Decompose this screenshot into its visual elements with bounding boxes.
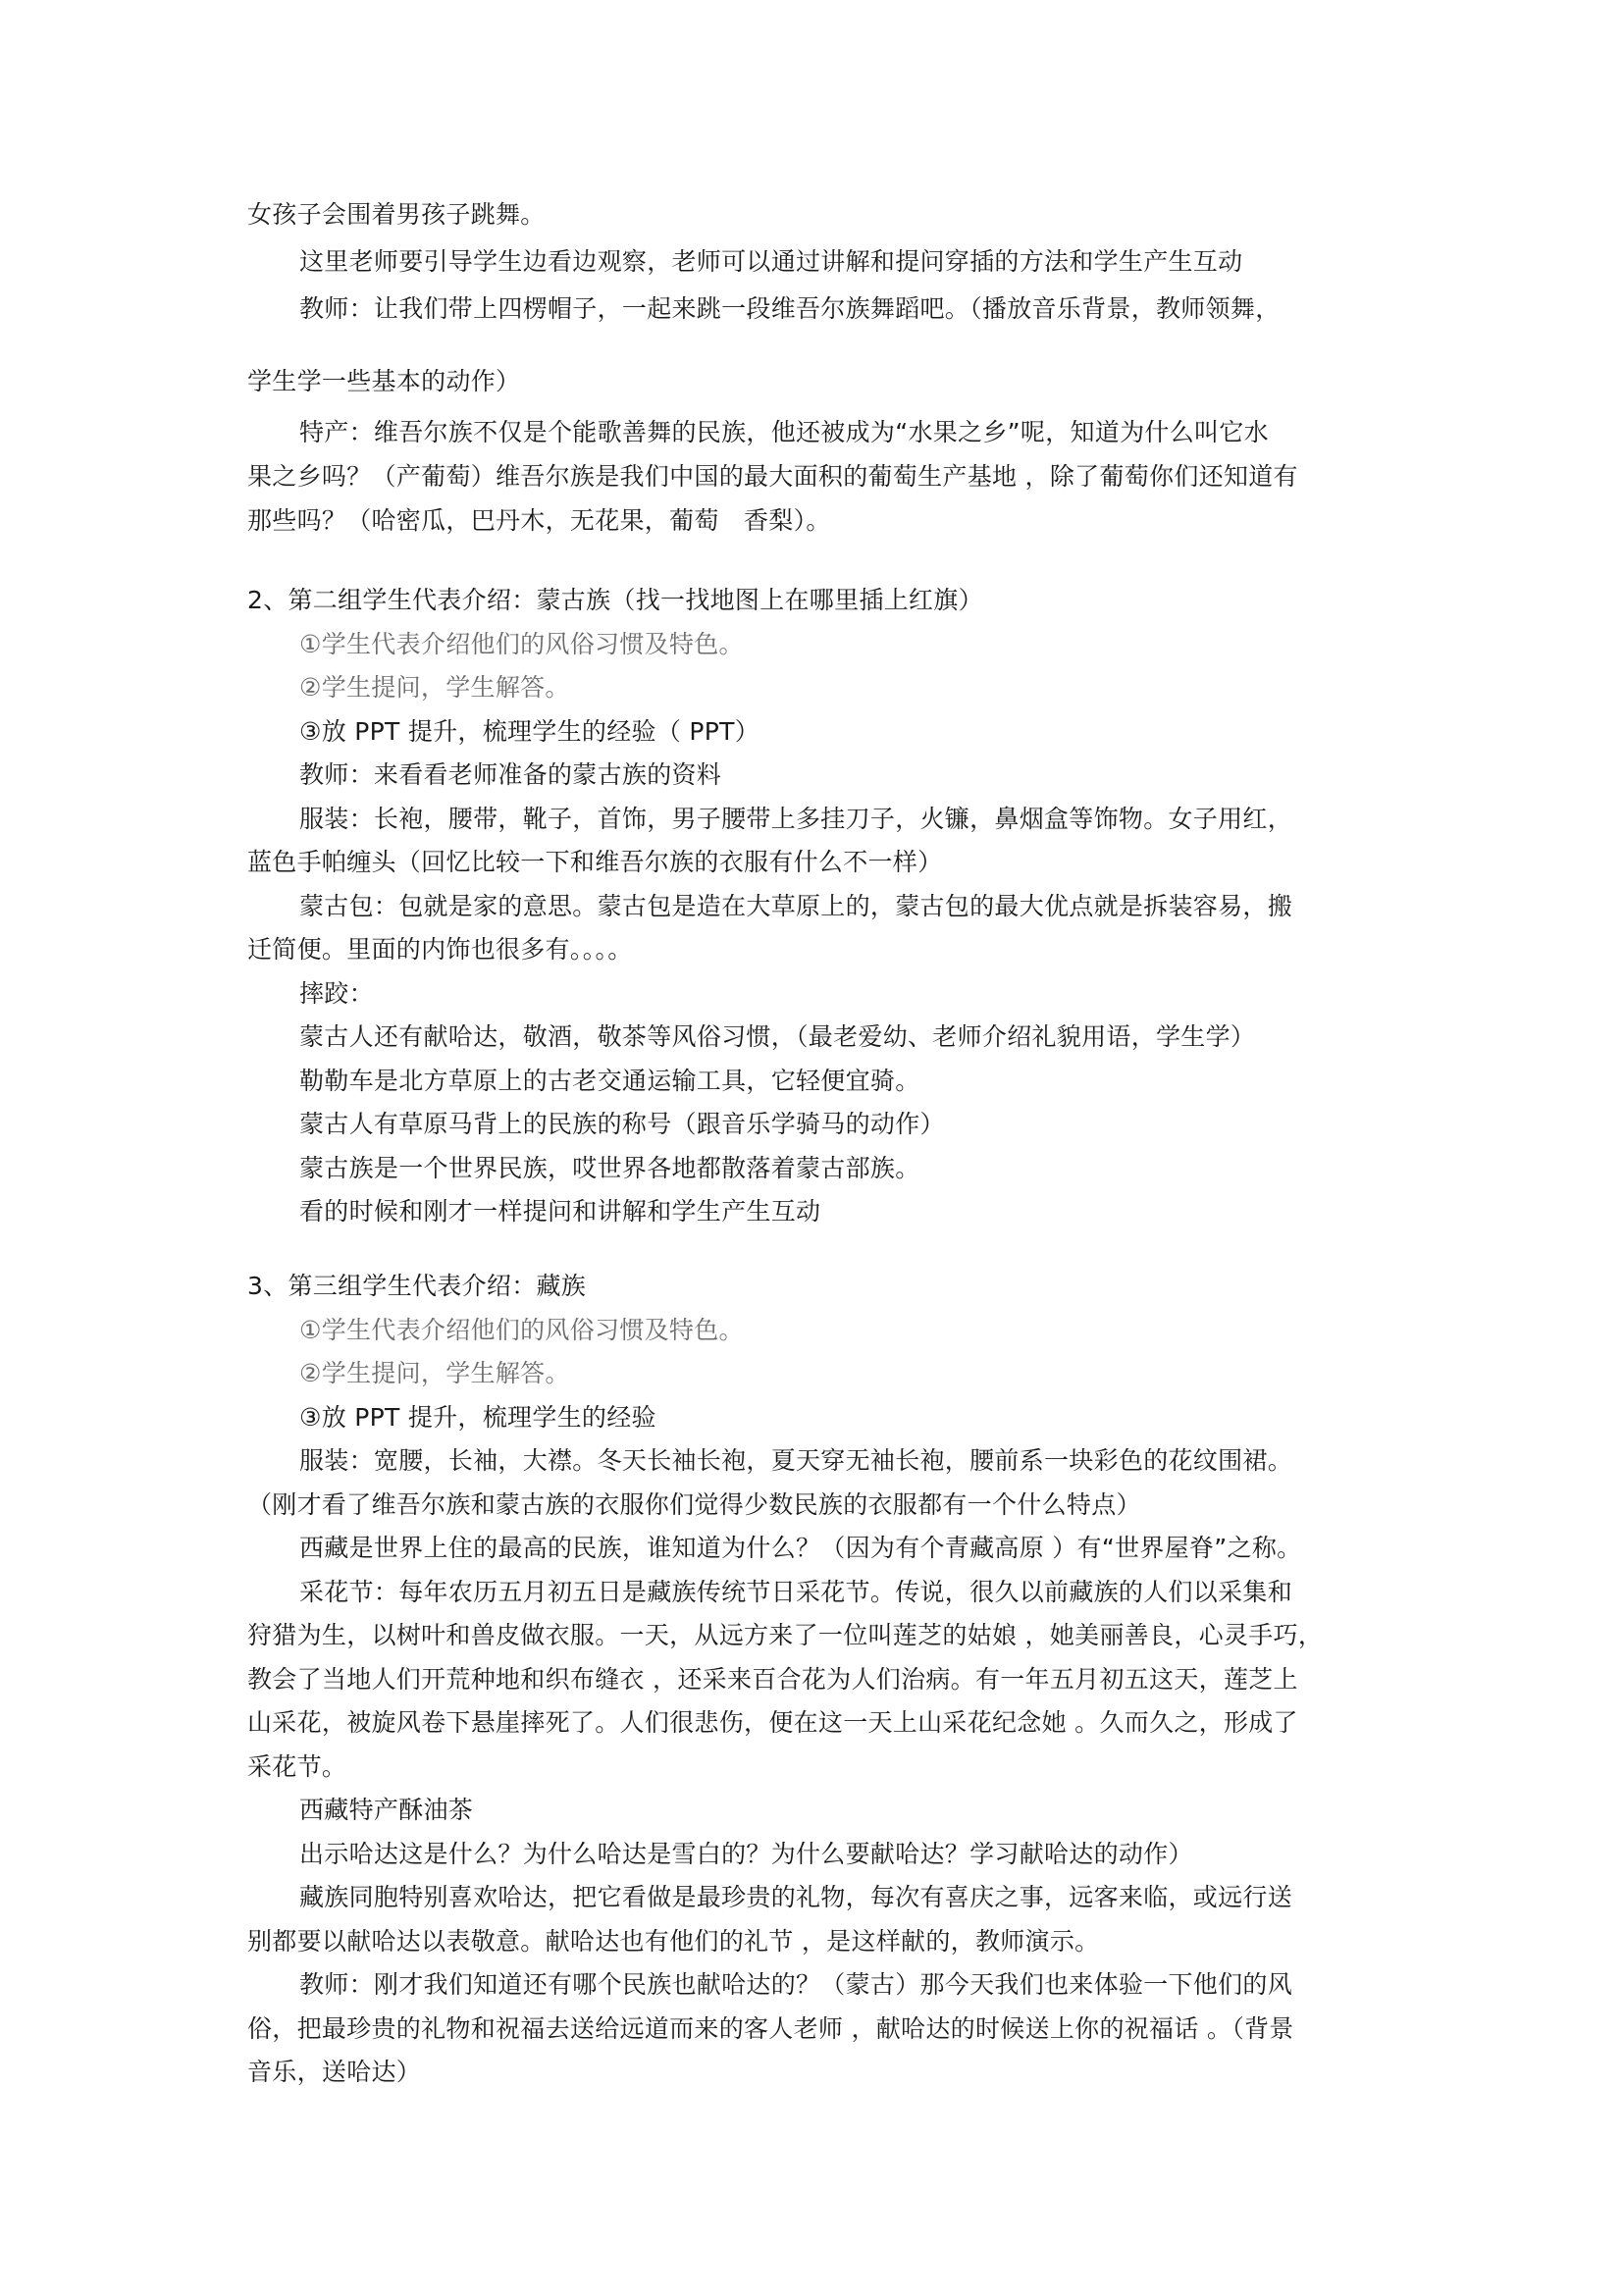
text-line: 俗，把最珍贵的礼物和祝福去送给远道而来的客人老师 ，献哈达的时候送上你的祝福话 。（背景 (247, 2014, 1294, 2043)
text-line: 采花节：每年农历五月初五日是藏族传统节日采花节。传说，很久以前藏族的人们以采集和 (299, 1578, 1293, 1606)
text-line: 勒勒车是北方草原上的古老交通运输工具，它轻便宜骑。 (299, 1067, 920, 1095)
text-line: 音乐，送哈达） (247, 2058, 422, 2086)
text-line: 学生学一些基本的动作） (247, 367, 521, 395)
list-item: ③放 PPT 提升，梳理学生的经验 (299, 1403, 656, 1432)
text-line: （刚才看了维吾尔族和蒙古族的衣服你们觉得少数民族的衣服都有一个什么特点） (247, 1490, 1141, 1519)
text-line: 西藏是世界上住的最高的民族，谁知道为什么？（因为有个青藏高原 ）有“世界屋脊”之称。 (299, 1534, 1302, 1562)
list-item: ②学生提问，学生解答。 (299, 673, 570, 702)
list-item: ①学生代表介绍他们的风俗习惯及特色。 (299, 630, 744, 658)
text-line: 蓝色手帕缠头（回忆比较一下和维吾尔族的衣服有什么不一样） (247, 848, 943, 876)
text-line: 蒙古包：包就是家的意思。蒙古包是造在大草原上的，蒙古包的最大优点就是拆装容易，搬 (299, 892, 1293, 920)
text-line: 果之乡吗？（产葡萄）维吾尔族是我们中国的最大面积的葡萄生产基地 ，除了葡萄你们还知道有 (247, 462, 1298, 491)
text-line: 教师：来看看老师准备的蒙古族的资料 (299, 760, 722, 789)
text-line: 那些吗？（哈密瓜，巴丹木，无花果，葡萄 香梨）。 (247, 506, 831, 535)
text-line: 别都要以献哈达以表敬意。献哈达也有他们的礼节 ，是这样献的，教师演示。 (247, 1927, 1100, 1956)
text-line: 教师：让我们带上四楞帽子，一起来跳一段维吾尔族舞蹈吧。（播放音乐背景，教师领舞， (299, 294, 1281, 323)
text-line: 服装：宽腰，长袖，大襟。冬天长袖长袍，夏天穿无袖长袍，腰前系一块彩色的花纹围裙。 (299, 1446, 1293, 1475)
text-line: 特产：维吾尔族不仅是个能歌善舞的民族，他还被成为“水果之乡”呢，知道为什么叫它水 (299, 418, 1269, 446)
text-line: 蒙古人还有献哈达，敬酒，敬茶等风俗习惯，（最老爱幼、老师介绍礼貌用语，学生学） (299, 1022, 1256, 1051)
text-line: 藏族同胞特别喜欢哈达，把它看做是最珍贵的礼物，每次有喜庆之事，远客来临，或远行送 (299, 1883, 1293, 1911)
list-item: ①学生代表介绍他们的风俗习惯及特色。 (299, 1316, 744, 1344)
text-line: 蒙古族是一个世界民族，哎世界各地都散落着蒙古部族。 (299, 1154, 920, 1182)
text-line: 教会了当地人们开荒种地和织布缝衣 ，还采来百合花为人们治病。有一年五月初五这天，莲芝上 (247, 1665, 1298, 1694)
text-line: 看的时候和刚才一样提问和讲解和学生产生互动 (299, 1197, 821, 1226)
text-line: 狩猎为生，以树叶和兽皮做衣服。一天，从远方来了一位叫莲芝的姑娘 ，她美丽善良，心灵手巧， (247, 1621, 1324, 1649)
section-heading: 2、第二组学生代表介绍：蒙古族（找一找地图上在哪里插上红旗） (247, 586, 983, 614)
text-line: 女孩子会围着男孩子跳舞。 (247, 200, 546, 229)
text-line: 出示哈达这是什么？为什么哈达是雪白的？为什么要献哈达？学习献哈达的动作） (299, 1840, 1193, 1868)
text-line: 教师：刚才我们知道还有哪个民族也献哈达的？（蒙古）那今天我们也来体验一下他们的风 (299, 1970, 1293, 1999)
text-line: 这里老师要引导学生边看边观察，老师可以通过讲解和提问穿插的方法和学生产生互动 (299, 247, 1243, 276)
text-line: 采花节。 (247, 1752, 347, 1781)
text-line: 服装：长袍，腰带，靴子，首饰，男子腰带上多挂刀子，火镰，鼻烟盒等饰物。女子用红， (299, 805, 1293, 833)
list-item: ②学生提问，学生解答。 (299, 1359, 570, 1387)
text-line: 摔跤： (299, 979, 374, 1008)
section-heading: 3、第三组学生代表介绍：藏族 (247, 1272, 587, 1300)
list-item: ③放 PPT 提升，梳理学生的经验（ PPT） (299, 717, 759, 746)
text-line: 蒙古人有草原马背上的民族的称号（跟音乐学骑马的动作） (299, 1110, 945, 1138)
text-line: 西藏特产酥油茶 (299, 1796, 474, 1824)
text-line: 迁简便。里面的内饰也很多有。。。。 (247, 935, 633, 964)
text-line: 山采花，被旋风卷下悬崖摔死了。人们很悲伤，便在这一天上山采花纪念她 。久而久之，形成了 (247, 1708, 1298, 1737)
